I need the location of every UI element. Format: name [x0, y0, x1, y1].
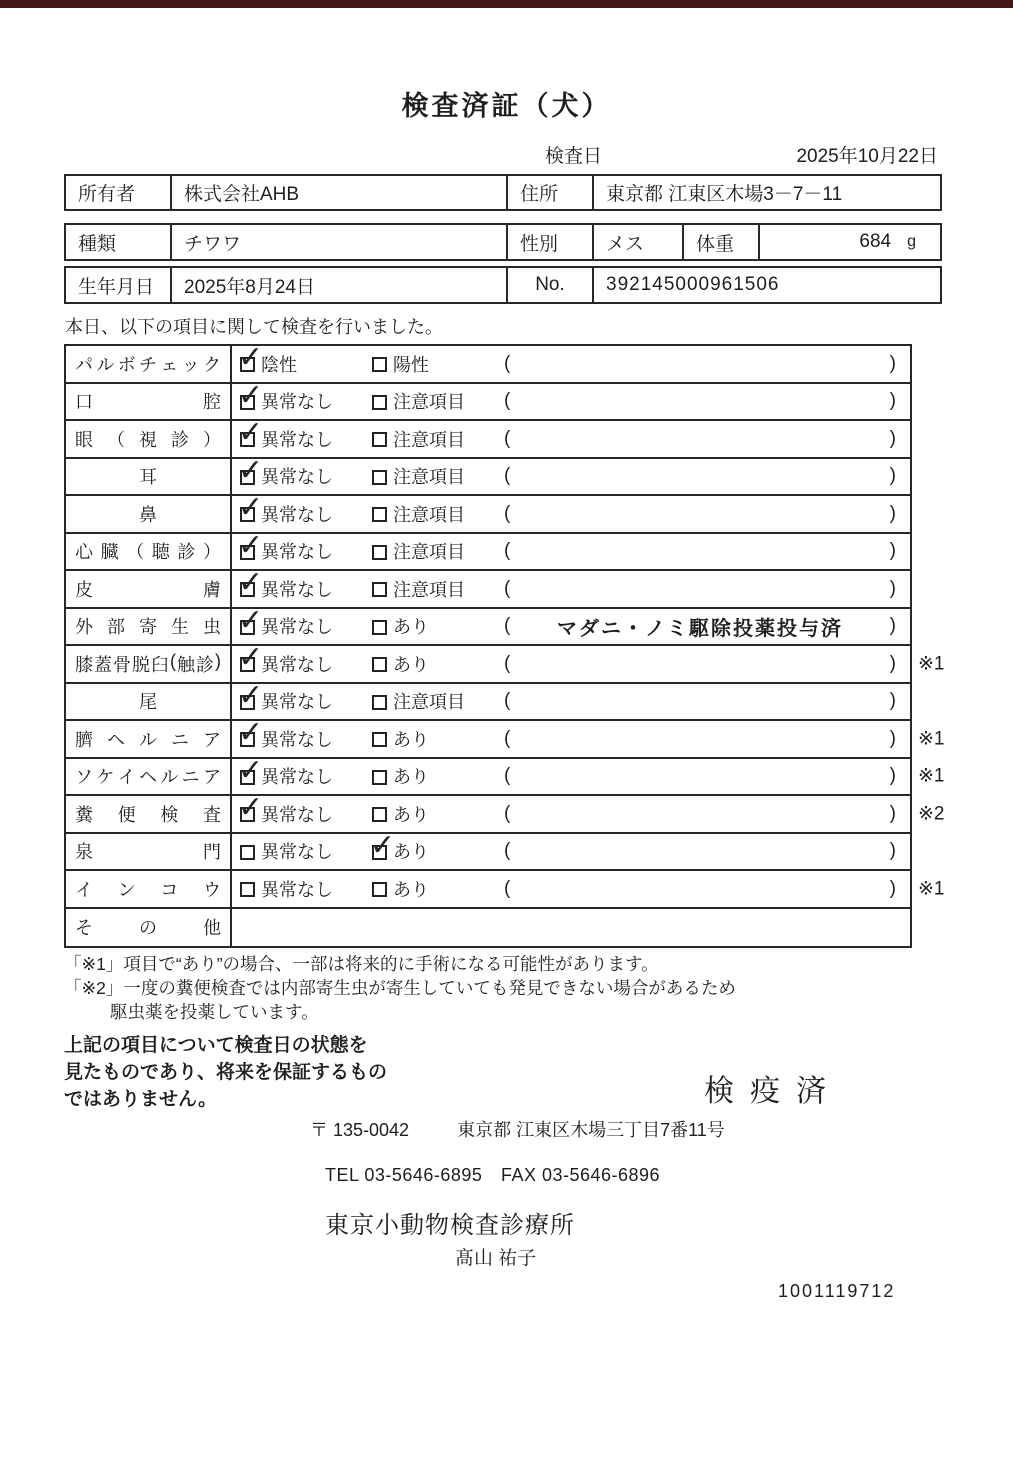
option-1: [240, 538, 372, 564]
remarks-field: [504, 803, 910, 825]
number-label: No.: [508, 268, 594, 302]
checkbox-icon: [240, 770, 255, 785]
option-1: [240, 613, 372, 639]
paren-open: (: [504, 802, 511, 824]
check-row-options: [232, 871, 945, 907]
check-row: [66, 871, 945, 909]
check-row-label: 口 腔: [75, 392, 221, 413]
check-row-options: [232, 384, 910, 420]
option-1-label: 異常なし: [261, 392, 333, 413]
check-row-label: 鼻: [139, 504, 157, 525]
check-row-label-cell: [66, 459, 232, 495]
check-row-label: 尾: [139, 692, 157, 713]
option-2: [372, 538, 504, 564]
paren-open: (: [504, 352, 511, 374]
owner-value: 株式会社AHB: [172, 176, 508, 209]
checkbox-icon: [372, 470, 387, 485]
check-row-label: 外 部 寄 生 虫: [75, 617, 221, 638]
check-row-label: 眼 （ 視 診 ）: [75, 429, 221, 450]
footnote-marker: ※1: [918, 765, 945, 787]
paren-close: ): [889, 427, 896, 449]
option-2: [372, 763, 504, 789]
paren-open: (: [504, 765, 511, 787]
option-1: [240, 388, 372, 414]
option-2: [372, 576, 504, 602]
option-2: [372, 838, 504, 864]
option-1-label: 異常なし: [261, 617, 333, 638]
disclaimer-line-3: ではありません。: [64, 1089, 218, 1110]
disclaimer-line-2: 見たものであり、将来を保証するもの: [64, 1062, 388, 1083]
option-2: [372, 388, 504, 414]
check-row: [66, 796, 945, 834]
check-row-label-cell: [66, 796, 232, 832]
option-1: [240, 763, 372, 789]
option-2-label: あり: [393, 617, 429, 638]
check-row: [66, 534, 910, 572]
checkbox-icon: [372, 807, 387, 822]
check-row-label-cell: [66, 571, 232, 607]
checkbox-icon: [240, 357, 255, 372]
check-row-options: [232, 834, 910, 870]
option-1: [240, 501, 372, 527]
check-row: [66, 496, 910, 534]
check-row-label-cell: [66, 721, 232, 757]
checkbox-icon: [240, 545, 255, 560]
paren-close: ): [889, 727, 896, 749]
clinic-name: 東京小動物検査診療所: [325, 1212, 575, 1239]
breed-sex-weight-table: [64, 223, 942, 261]
check-row-label-cell: [66, 909, 232, 947]
paren-open: (: [504, 690, 511, 712]
check-row: [66, 684, 910, 722]
weight-value: 684: [859, 231, 892, 252]
check-row-label-cell: [66, 496, 232, 532]
birthdate-value: 2025年8月24日: [172, 268, 508, 302]
remarks-field: [504, 728, 910, 750]
check-row-label: 皮 膚: [75, 579, 221, 600]
birth-number-table: [64, 266, 942, 304]
paren-open: (: [504, 577, 511, 599]
check-row-label: 泉 門: [75, 842, 221, 863]
check-row-options: [232, 346, 910, 382]
paren-open: (: [504, 540, 511, 562]
check-row-options: [232, 796, 945, 832]
paren-close: ): [889, 765, 896, 787]
option-1-label: 異常なし: [261, 842, 333, 863]
check-row-label-cell: [66, 534, 232, 570]
check-row-options: [232, 421, 910, 457]
paren-close: ): [889, 877, 896, 899]
option-2-label: 注意項目: [393, 392, 465, 413]
remarks-field: [504, 578, 910, 600]
paren-open: (: [504, 877, 511, 899]
option-1-label: 異常なし: [261, 804, 333, 825]
paren-open: (: [504, 390, 511, 412]
checkbox-icon: [240, 470, 255, 485]
owner-address-table: [64, 174, 942, 211]
check-row-options: [232, 721, 945, 757]
remarks-field: [504, 612, 910, 641]
option-1: [240, 801, 372, 827]
check-row-label-cell: [66, 346, 232, 382]
check-row-label: 耳: [139, 467, 157, 488]
option-1-label: 異常なし: [261, 767, 333, 788]
checkbox-icon: [240, 582, 255, 597]
checkbox-icon: [240, 807, 255, 822]
check-table: [64, 344, 945, 948]
check-row-options: [232, 759, 945, 795]
option-2: [372, 613, 504, 639]
checkbox-icon: [240, 695, 255, 710]
option-2: [372, 726, 504, 752]
option-1: [240, 688, 372, 714]
option-1: [240, 576, 372, 602]
sex-label: 性別: [508, 225, 594, 259]
remarks-field: [504, 690, 910, 712]
check-row-label-cell: [66, 421, 232, 457]
checkbox-icon: [372, 432, 387, 447]
paren-open: (: [504, 727, 511, 749]
checkbox-icon: [372, 620, 387, 635]
check-row-options: [232, 459, 910, 495]
checkbox-icon: [240, 620, 255, 635]
paren-open: (: [504, 465, 511, 487]
checkbox-icon: [372, 882, 387, 897]
option-2: [372, 426, 504, 452]
checkbox-icon: [372, 582, 387, 597]
veterinarian-name: 髙山 祐子: [455, 1248, 537, 1269]
remarks-field: [504, 653, 910, 675]
option-2: [372, 501, 504, 527]
weight-unit: g: [907, 233, 916, 250]
paren-open: (: [504, 427, 511, 449]
paren-open: (: [504, 652, 511, 674]
checkbox-icon: [372, 657, 387, 672]
check-row: [66, 459, 910, 497]
option-2-label: 陽性: [393, 354, 429, 375]
paren-close: ): [889, 652, 896, 674]
paren-close: ): [889, 577, 896, 599]
paren-close: ): [889, 465, 896, 487]
check-row-label: 糞 便 検 査: [75, 804, 221, 825]
footnote-marker: ※1: [918, 653, 945, 675]
paren-close: ): [889, 390, 896, 412]
checkbox-icon: [240, 395, 255, 410]
check-row: [66, 646, 945, 684]
check-row-label: パ ル ボ チ ェ ッ ク: [75, 354, 221, 375]
footnote-marker: ※2: [918, 803, 945, 825]
checkbox-icon: [372, 695, 387, 710]
option-1-label: 異常なし: [261, 879, 333, 900]
remarks-field: [504, 465, 910, 487]
option-1-label: 異常なし: [261, 467, 333, 488]
clinic-address: 東京都 江東区木場三丁目7番11号: [457, 1120, 725, 1140]
birthdate-label: 生年月日: [66, 268, 172, 302]
check-row-options: [232, 609, 910, 645]
check-row-label: ソ ケ イ ヘ ル ニ ア: [75, 767, 221, 788]
footnote-2: 「※2」一度の糞便検査では内部寄生虫が寄生していても発見できない場合があるため: [64, 978, 736, 998]
option-2-label: 注意項目: [393, 429, 465, 450]
option-2-label: あり: [393, 879, 429, 900]
check-row: [66, 759, 945, 797]
check-row-options: [232, 684, 910, 720]
option-2-label: あり: [393, 767, 429, 788]
address-label: 住所: [508, 176, 594, 209]
paren-close: ): [889, 540, 896, 562]
checkbox-icon: [372, 507, 387, 522]
check-row-label: 膝 蓋 骨 脱 臼 ( 触 診 ): [75, 650, 221, 675]
remarks-field: [504, 353, 910, 375]
option-1: [240, 838, 372, 864]
check-row-label-cell: [66, 871, 232, 907]
option-1-label: 異常なし: [261, 579, 333, 600]
quarantine-stamp: 検 疫 済: [704, 1075, 826, 1108]
check-row-options: [232, 646, 945, 682]
option-2-label: 注意項目: [393, 504, 465, 525]
paren-close: ): [889, 690, 896, 712]
check-row-label: 臍 ヘ ル ニ ア: [75, 729, 221, 750]
disclaimer: [64, 1032, 387, 1113]
option-1-label: 異常なし: [261, 504, 333, 525]
checkbox-icon: [240, 732, 255, 747]
option-2-label: あり: [393, 804, 429, 825]
check-row: [66, 346, 910, 384]
footnote-2-continued: 駆虫薬を投薬しています。: [110, 1002, 319, 1022]
remarks-field: [504, 878, 910, 900]
paren-close: ): [889, 502, 896, 524]
paren-open: (: [504, 840, 511, 862]
checkbox-icon: [372, 770, 387, 785]
number-value: 392145000961506: [606, 274, 780, 295]
option-2-label: 注意項目: [393, 579, 465, 600]
postal-code: 〒 135-0042: [310, 1120, 410, 1140]
check-row: [66, 609, 910, 647]
footnote-1: 「※1」項目で“あり”の場合、一部は将来的に手術になる可能性があります。: [64, 954, 659, 974]
option-2-label: あり: [393, 654, 429, 675]
clinic-postal-row: [310, 1116, 725, 1142]
check-row: [66, 834, 910, 872]
paren-close: ): [889, 840, 896, 862]
check-row: [66, 571, 910, 609]
checkbox-icon: [240, 845, 255, 860]
option-2-label: 注意項目: [393, 542, 465, 563]
breed-value: チワワ: [172, 225, 508, 259]
checkbox-icon: [240, 432, 255, 447]
weight-cell: [760, 225, 940, 259]
remarks-value: マダニ・ノミ駆除投薬投与済: [557, 617, 843, 640]
checkbox-icon: [372, 357, 387, 372]
intro-text: 本日、以下の項目に関して検査を行いました。: [65, 317, 443, 337]
footnote-marker: ※1: [918, 728, 945, 750]
address-value: 東京都 江東区木場3－7－11: [606, 184, 843, 205]
option-2-label: あり: [393, 842, 429, 863]
option-1: [240, 426, 372, 452]
option-2-label: 注意項目: [393, 467, 465, 488]
option-2: [372, 801, 504, 827]
checkbox-icon: [372, 545, 387, 560]
breed-label: 種類: [66, 225, 172, 259]
option-1: [240, 651, 372, 677]
option-1-label: 異常なし: [261, 542, 333, 563]
check-row: [66, 384, 910, 422]
checkbox-icon: [372, 845, 387, 860]
check-row-options: [232, 496, 910, 532]
check-row-options: [232, 909, 910, 947]
check-row: [66, 721, 945, 759]
paren-close: ): [889, 615, 896, 637]
remarks-field: [504, 840, 910, 862]
paren-open: (: [504, 615, 511, 637]
option-1: [240, 351, 372, 377]
inspection-date-value: 2025年10月22日: [796, 146, 938, 167]
check-row: [66, 421, 910, 459]
disclaimer-line-1: 上記の項目について検査日の状態を: [64, 1035, 368, 1056]
option-1-label: 異常なし: [261, 692, 333, 713]
check-row-options: [232, 534, 910, 570]
sex-value: メス: [594, 225, 684, 259]
check-row-label-cell: [66, 609, 232, 645]
option-2-label: 注意項目: [393, 692, 465, 713]
check-row-options: [232, 571, 910, 607]
check-row-label-cell: [66, 759, 232, 795]
option-2: [372, 688, 504, 714]
remarks-field: [504, 503, 910, 525]
page-title: 検査済証（犬）: [401, 91, 612, 121]
option-2: [372, 876, 504, 902]
option-1: [240, 726, 372, 752]
remarks-field: [504, 428, 910, 450]
remarks-field: [504, 765, 910, 787]
option-1: [240, 876, 372, 902]
option-2-label: あり: [393, 729, 429, 750]
option-1-label: 異常なし: [261, 729, 333, 750]
checkbox-icon: [240, 882, 255, 897]
check-row-label: イ ン コ ウ: [75, 879, 221, 900]
checkbox-icon: [240, 507, 255, 522]
option-2: [372, 463, 504, 489]
scan-edge-artifact: [0, 0, 1013, 8]
option-1-label: 陰性: [261, 354, 297, 375]
checkbox-icon: [372, 732, 387, 747]
serial-number: 1001119712: [778, 1281, 896, 1301]
inspection-date-row: [545, 141, 938, 168]
check-row-label: そ の 他: [75, 918, 221, 939]
remarks-field: [504, 540, 910, 562]
checkbox-icon: [240, 657, 255, 672]
option-2: [372, 351, 504, 377]
weight-label: 体重: [684, 225, 760, 259]
remarks-field: [504, 390, 910, 412]
check-row-label-cell: [66, 646, 232, 682]
phone-fax: TEL 03-5646-6895 FAX 03-5646-6896: [325, 1165, 661, 1185]
paren-open: (: [504, 502, 511, 524]
option-2: [372, 651, 504, 677]
check-row-label-cell: [66, 834, 232, 870]
check-row-label-cell: [66, 684, 232, 720]
owner-label: 所有者: [66, 176, 172, 209]
option-1: [240, 463, 372, 489]
paren-close: ): [889, 802, 896, 824]
footnotes: [64, 952, 736, 1024]
check-row-label-cell: [66, 384, 232, 420]
check-row-label: 心 臓 （ 聴 診 ）: [75, 542, 221, 563]
inspection-date-label: 検査日: [545, 146, 603, 167]
option-1-label: 異常なし: [261, 429, 333, 450]
footnote-marker: ※1: [918, 878, 945, 900]
checkbox-icon: [372, 395, 387, 410]
paren-close: ): [889, 352, 896, 374]
option-1-label: 異常なし: [261, 654, 333, 675]
check-row: [66, 909, 910, 947]
